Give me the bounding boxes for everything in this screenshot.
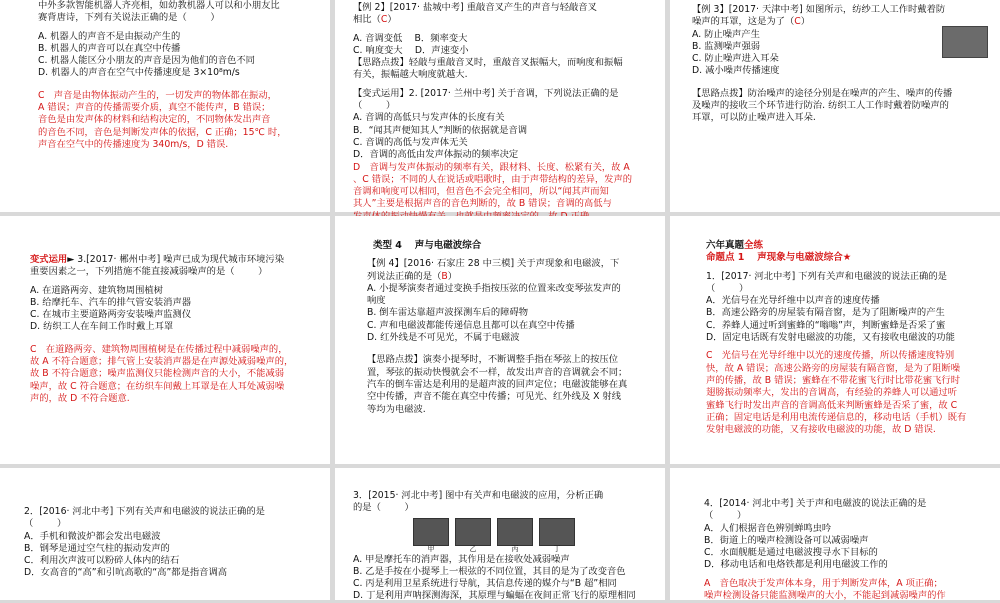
option-a-cont: 响度 xyxy=(367,295,386,307)
figure-row xyxy=(413,518,657,554)
answer-line: C 声音是由物体振动产生的，一切发声的物体都在振动， xyxy=(38,89,277,101)
slide-1 xyxy=(0,0,330,212)
answer-line: 声的传播，故 B 错误；蜜蜂在不带花蜜飞行时比带花蜜飞行时 xyxy=(706,374,961,386)
answer-line: 音调和响度可以相同，但音色不会完全相同，所以“闻其声而知 xyxy=(353,186,609,198)
hint-line: 【思路点拨】演奏小提琴时，不断调整手指在琴弦上的按压位 xyxy=(367,354,619,366)
option-a: A. 在道路两旁、建筑物周围植树 xyxy=(30,284,163,296)
answer-line: C 光信号在光导纤维中以光的速度传播，所以传播速度特别 xyxy=(706,350,955,362)
answer-line: A 音色取决于发声体本身，用于判断发声体，A 项正确； xyxy=(704,577,943,589)
option-c: C. 声和电磁波都能传递信息且都可以在真空中传播 xyxy=(367,319,575,331)
option-d: D. 纺织工人在车间工作时戴上耳罩 xyxy=(30,321,174,333)
topic-title xyxy=(706,252,992,264)
option-d: D．女高音的“高”和引吭高歌的“高”都是指音调高 xyxy=(24,567,228,579)
slide-5 xyxy=(335,216,665,464)
answer-line: 其人”主要是根据声音的音色判断的，故 B 错误；音调的高低与 xyxy=(353,198,612,210)
example-close: ） xyxy=(800,16,811,28)
hint-line: 有关，振幅越大响度就越大. xyxy=(353,69,468,81)
option-b: B. 倒车雷达靠超声波探测车后的障碍物 xyxy=(367,307,529,319)
figure-label: 乙 xyxy=(469,545,477,554)
option-c: C. 在城市主要道路两旁安装噪声监测仪 xyxy=(30,309,192,321)
spacer xyxy=(367,344,657,354)
option-c: C．水面舰艇是通过电磁波搜寻水下目标的 xyxy=(704,547,878,559)
option-a: A. 音调的高低只与发声体的长度有关 xyxy=(353,112,505,124)
option-c: C. 机器人能区分小朋友的声音是因为他们的音色不同 xyxy=(38,55,255,67)
option-a: A. 防止噪声产生 xyxy=(692,28,760,40)
answer-line: 噪声检测设备只能监测噪声的大小，不能起到减弱噪声的作 xyxy=(704,590,946,602)
slide-9 xyxy=(670,468,1000,600)
hint-line: 汽车的倒车雷达是利用的是超声波的回声定位；电磁波能够在真 xyxy=(367,378,628,390)
hint-line: 耳罩，可以防止噪声进入耳朵. xyxy=(692,112,816,124)
answer-line: 蜜蜂飞行时发出声音的音调高低来判断蜜蜂是否采了蜜，故 C xyxy=(706,399,958,411)
option-d: D. 红外线是不可见光，不属于电磁波 xyxy=(367,332,520,344)
option-b: B. 乙是手按在小提琴上一根弦的不同位置，其目的是为了改变音色 xyxy=(353,565,626,577)
spacer xyxy=(692,78,992,88)
hint-line: 等均为电磁波. xyxy=(367,403,426,415)
answer-line: 声音在空气中的传播速度为 340m/s，D 错误. xyxy=(38,138,229,150)
answer-line: 声的，故 D 不符合题意. xyxy=(30,392,130,404)
figure-yi xyxy=(455,518,491,554)
figure-label: 丙 xyxy=(511,545,519,554)
option-c: C. 丙是利用卫星系统进行导航，其信息传递的媒介与“B 超”相同 xyxy=(353,578,617,590)
question-line: 赛背唐诗，下列有关说法正确的是（ ） xyxy=(38,12,220,24)
option-d: D．音调的高低由发声体振动的频率决定 xyxy=(353,149,519,161)
options-cd: C. 响度变大 D．声速变小 xyxy=(353,44,469,56)
option-b: B. 给摩托车、汽车的排气管安装消声器 xyxy=(30,296,192,308)
option-a: A．人们根据音色辨别蝉鸣虫吟 xyxy=(704,522,832,534)
question-line: 1．[2017· 河北中考] 下列有关声和电磁波的说法正确的是 xyxy=(706,270,947,282)
option-a: A．光信号在光导纤维中以声音的速度传播 xyxy=(706,295,880,307)
worker-photo xyxy=(942,26,988,58)
options-ab: A. 音调变低 B．频率变大 xyxy=(353,32,468,44)
option-b: B．街道上的噪声检测设备可以减弱噪声 xyxy=(704,534,869,546)
question-line: （ ） xyxy=(704,510,747,522)
option-a: A. 机器人的声音不是由振动产生的 xyxy=(38,30,181,42)
answer-line: 音色是由发声体的材料和结构决定的，不同物体发出声音 xyxy=(38,114,271,126)
variant-text: ► 3.[2017· 郴州中考] 噪声已成为现代城市环境污染 xyxy=(67,254,285,265)
slide-3 xyxy=(670,0,1000,212)
example-answer: C xyxy=(794,16,801,28)
option-b: B．“闻其声便知其人”判断的依据就是音调 xyxy=(353,124,528,136)
question-line: （ ） xyxy=(706,282,749,294)
question-line: 3．[2015· 河北中考] 图中有关声和电磁波的应用，分析正确 xyxy=(353,490,604,501)
spacer xyxy=(38,80,320,90)
slide-8 xyxy=(335,468,665,600)
answer-line: 故 A 不符合题意；排气管上安装消声器是在声源处减弱噪声的， xyxy=(30,356,294,368)
answer-line: 、C 错误；不同的人在说话或唱歌时，由于声带结构的差异，发声的 xyxy=(353,173,633,185)
hint-line: 【思路点拨】防治噪声的途径分别是在噪声的产生、噪声的传播 xyxy=(692,87,953,99)
variant-line: 重要因素之一，下列措施不能直接减弱噪声的是（ ） xyxy=(30,266,268,278)
option-d: D. 丁是利用声呐探测海深，其原理与蝙蝠在夜间正常飞行的原理相同 xyxy=(353,590,636,602)
example-heading: 【例 2】[2017· 盐城中考] 重敲音叉产生的声音与轻敲音叉 xyxy=(353,2,597,13)
question-line: 2．[2016· 河北中考] 下列有关声和电磁波的说法正确的是 xyxy=(24,506,265,517)
figure-ding xyxy=(539,518,575,554)
option-b: B．钢琴是通过空气柱的振动发声的 xyxy=(24,542,170,554)
answer-line: 噪声，故 C 符合题意；在纺织车间戴上耳罩是在人耳处减弱噪 xyxy=(30,380,285,392)
slide-4 xyxy=(0,216,330,464)
slide-6 xyxy=(670,216,1000,464)
option-b: B．高速公路旁的房屋装有隔音窗，是为了阻断噪声的产生 xyxy=(706,307,945,319)
option-c: C．养蜂人通过听到蜜蜂的“嗡嗡”声，判断蜜蜂是否采了蜜 xyxy=(706,319,946,331)
section-title xyxy=(706,240,992,252)
figure-label: 丁 xyxy=(553,545,561,554)
example-line xyxy=(353,14,657,26)
option-a: A．手机和微波炉都会发出电磁波 xyxy=(24,530,161,542)
question-line: 中外多款智能机器人齐亮相，如幼教机器人可以和小朋友比 xyxy=(38,0,280,11)
example-text: 噪声的耳罩，这是为了（ xyxy=(692,16,795,28)
figure-jia xyxy=(413,518,449,554)
answer-line: 的音色不同，音色是判断发声体的依据，C 正确；15℃ 时， xyxy=(38,126,287,138)
example-line xyxy=(367,271,657,283)
option-b: B. 机器人的声音可以在真空中传播 xyxy=(38,42,181,54)
option-d: D. 机器人的声音在空气中传播速度是 3×10⁸m/s xyxy=(38,67,240,79)
question-line: 的是（ ） xyxy=(353,502,414,514)
figure-label: 甲 xyxy=(427,545,435,554)
option-a: A. 甲是摩托车的消声器，其作用是在接收处减弱噪声 xyxy=(353,553,570,565)
answer-line: 发射电磁波的功能，又有接收电磁波的功能，故 D 错误. xyxy=(706,424,936,436)
example-close: ） xyxy=(447,270,458,282)
option-c: C．利用次声波可以粉碎人体内的结石 xyxy=(24,555,180,567)
option-a: A. 小提琴演奏者通过变换手指按压弦的位置来改变琴弦发声的 xyxy=(367,282,621,294)
slide-2 xyxy=(335,0,665,212)
example-heading: 【例 4】[2016· 石家庄 28 中三模] 关于声现象和电磁波，下 xyxy=(367,258,620,270)
section-title: 类型 4 声与电磁波综合 xyxy=(373,240,482,251)
option-b: B. 监测噪声强弱 xyxy=(692,40,761,52)
answer-line: A 错误；声音的传播需要介质，真空不能传声，B 错误； xyxy=(38,102,271,114)
hint-line: 空中传播，声音不能在真空中传播；可见光、红外线及 X 射线 xyxy=(367,391,621,403)
option-d: D．固定电话既有发射电磁波的功能，又有接收电磁波的功能 xyxy=(706,332,955,344)
hint-line: 【思路点拨】轻敲与重敲音叉时，重敲音叉振幅大，而响度和振幅 xyxy=(353,57,623,69)
variant-heading: 【变式运用】2. [2017· 兰州中考] 关于音调，下列说法正确的是 xyxy=(353,87,619,99)
title-text: 六年真题 xyxy=(706,240,745,251)
option-d: D. 减小噪声传播速度 xyxy=(692,65,780,77)
option-d: D．移动电话和电烙铁都是利用电磁波工作的 xyxy=(704,559,888,571)
spacer xyxy=(30,334,320,344)
variant-bracket: （ ） xyxy=(353,100,396,112)
title-highlight: 全练 xyxy=(744,240,764,251)
topic-text: 命题点 1 声现象与电磁波综合★ xyxy=(706,252,852,264)
figure-bing xyxy=(497,518,533,554)
example-answer: C xyxy=(380,14,388,26)
answer-line: C 在道路两旁、建筑物周围植树是在传播过程中减弱噪声的， xyxy=(30,343,288,355)
example-close: ） xyxy=(387,14,397,26)
option-c: C. 音调的高低与发声体无关 xyxy=(353,136,468,148)
slide-7 xyxy=(0,468,330,600)
answer-line: 翅膀振动频率大，发出的音调高，有经验的养蜂人可以通过听 xyxy=(706,387,958,399)
example-text: 列说法正确的是（ xyxy=(367,270,442,282)
hint-line: 及噪声的接收三个环节进行防治. 纺织工人工作时戴着防噪声的 xyxy=(692,100,949,112)
hint-line: 置，琴弦的振动快慢就会不一样，故发出声音的音调就会不同； xyxy=(367,366,628,378)
option-c: C. 防止噪声进入耳朵 xyxy=(692,53,779,65)
question-line: （ ） xyxy=(24,518,67,530)
answer-line: 快，故 A 错误；高速公路旁的房屋装有隔音窗，是为了阻断噪 xyxy=(706,362,960,374)
example-answer: B xyxy=(441,270,448,282)
answer-line: D 音调与发声体振动的频率有关，跟材料、长度、松紧有关，故 A xyxy=(353,161,630,173)
example-text: 相比（ xyxy=(353,14,381,26)
question-line: 4．[2014· 河北中考] 关于声和电磁波的说法正确的是 xyxy=(704,498,927,509)
answer-line: 正确；固定电话是利用电流传递信息的，移动电话（手机）既有 xyxy=(706,411,967,423)
example-heading: 【例 3】[2017· 天津中考] 如图所示，纺纱工人工作时戴着防 xyxy=(692,4,946,15)
variant-label: 变式运用 xyxy=(30,254,68,265)
variant-heading xyxy=(30,254,320,266)
answer-line: 故 B 不符合题意；噪声监测仪只能检测声音的大小，不能减弱 xyxy=(30,368,285,380)
